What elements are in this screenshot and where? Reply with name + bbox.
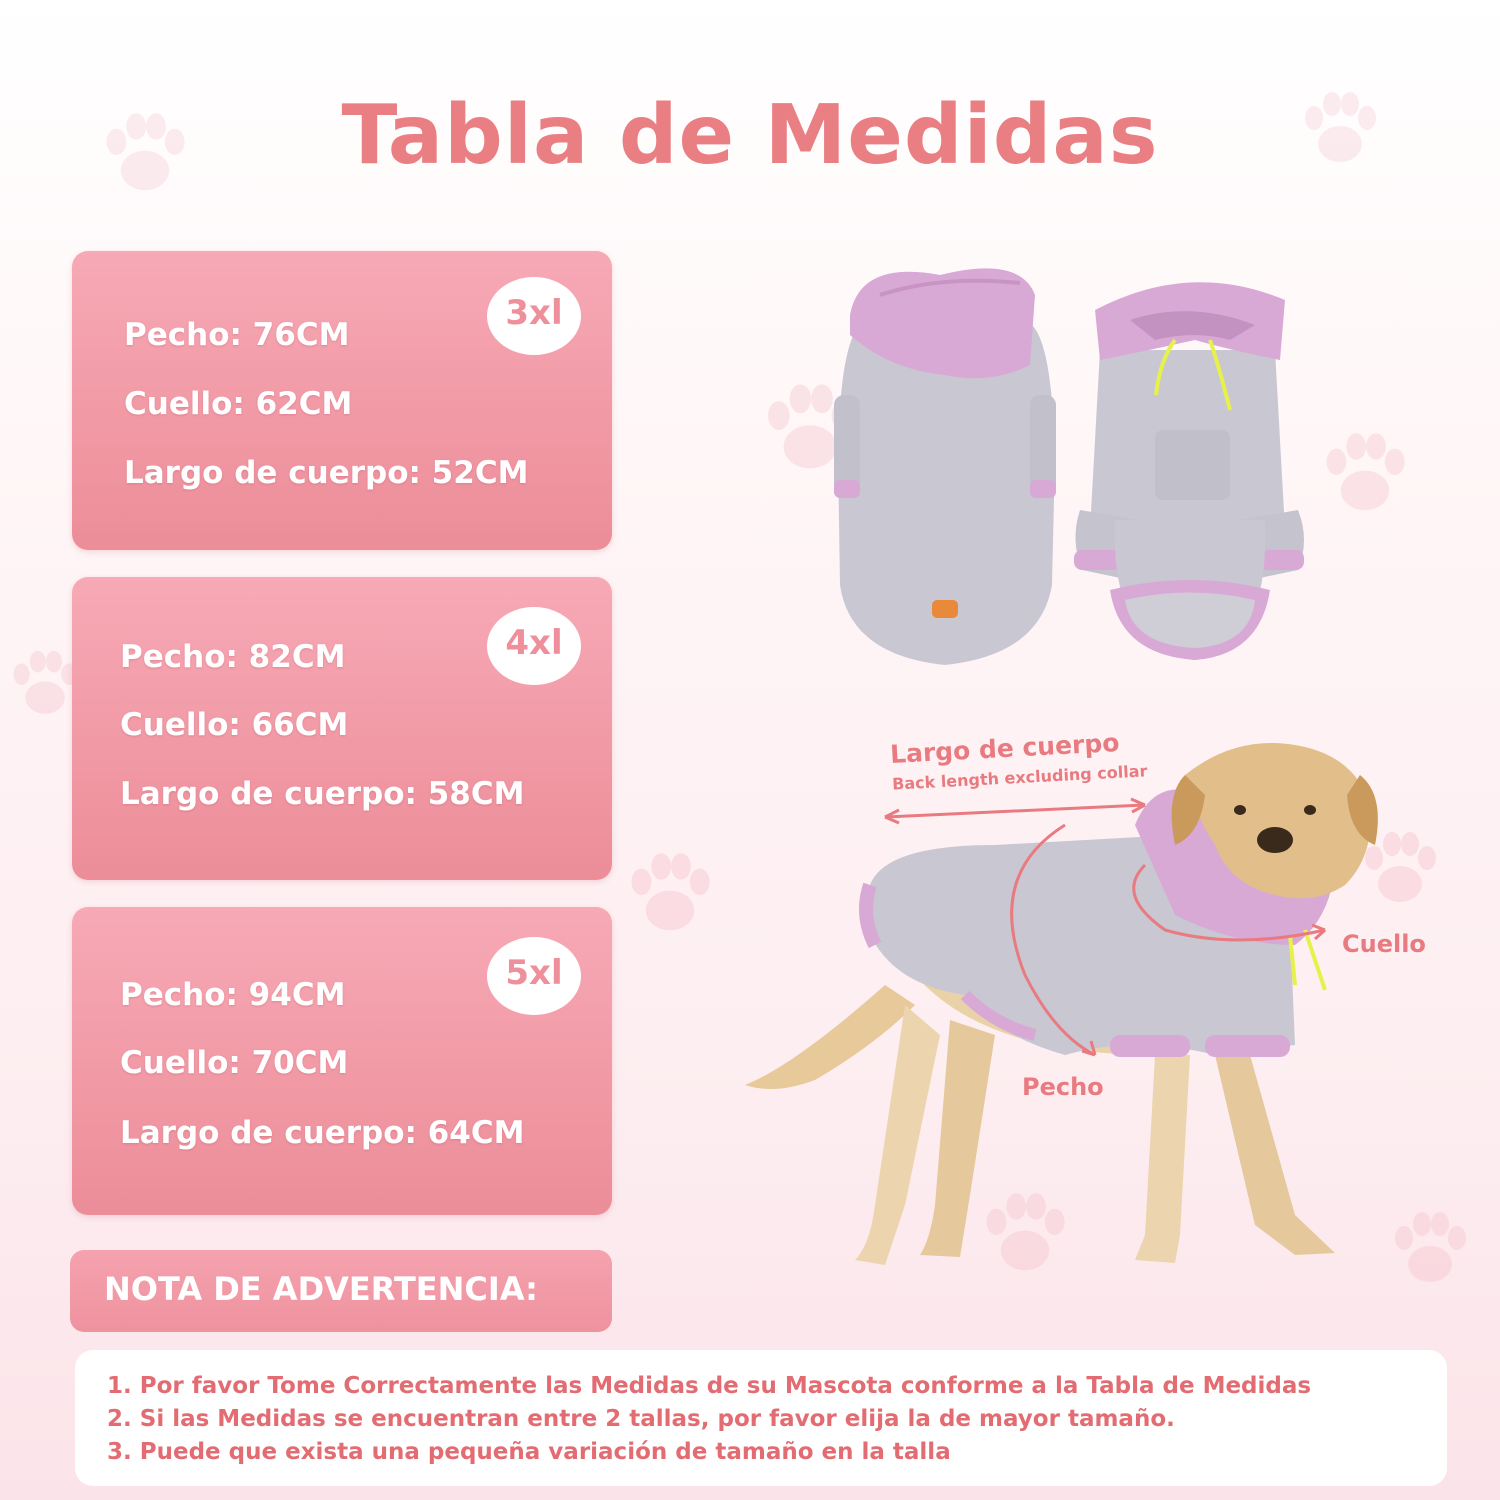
size-badge: 5xl xyxy=(487,937,581,1015)
neck-measure: Cuello: 66CM xyxy=(120,707,349,743)
note-line: 2. Si las Medidas se encuentran entre 2 tallas, por favor elija la de mayor tamaño. xyxy=(107,1406,1175,1432)
hoodie-front-image xyxy=(1070,270,1310,670)
paw-print-icon xyxy=(1310,420,1420,530)
chest-measure: Pecho: 82CM xyxy=(120,639,346,675)
neck-measure: Cuello: 62CM xyxy=(124,386,353,422)
chest-measure: Pecho: 94CM xyxy=(120,977,346,1013)
body-length-sublabel: Back length excluding collar xyxy=(891,761,1148,794)
size-badge: 3xl xyxy=(487,277,581,355)
size-badge: 4xl xyxy=(487,607,581,685)
body-length-label: Largo de cuerpo xyxy=(889,728,1121,769)
page-title: Tabla de Medidas xyxy=(341,88,1159,183)
chest-label: Pecho xyxy=(1022,1073,1104,1101)
size-card-4xl xyxy=(72,577,612,880)
note-line: 3. Puede que exista una pequeña variación de tamaño en la talla xyxy=(107,1439,951,1465)
chest-measure: Pecho: 76CM xyxy=(124,317,350,353)
hoodie-back-image xyxy=(820,255,1070,675)
warning-header xyxy=(70,1250,612,1332)
warning-notes xyxy=(75,1350,1447,1486)
body-length-measure: Largo de cuerpo: 64CM xyxy=(120,1115,525,1151)
body-length-measure: Largo de cuerpo: 52CM xyxy=(124,455,529,491)
note-line: 1. Por favor Tome Correctamente las Medidas de su Mascota conforme a la Tabla de Medidas xyxy=(107,1373,1312,1399)
size-card-3xl xyxy=(72,251,612,550)
warning-title: NOTA DE ADVERTENCIA: xyxy=(104,1270,538,1308)
body-length-measure: Largo de cuerpo: 58CM xyxy=(120,776,525,812)
neck-measure: Cuello: 70CM xyxy=(120,1045,349,1081)
size-card-5xl xyxy=(72,907,612,1215)
dog-wearing-hoodie-image xyxy=(735,735,1435,1295)
neck-label: Cuello xyxy=(1342,930,1426,958)
paw-print-icon xyxy=(615,840,725,950)
